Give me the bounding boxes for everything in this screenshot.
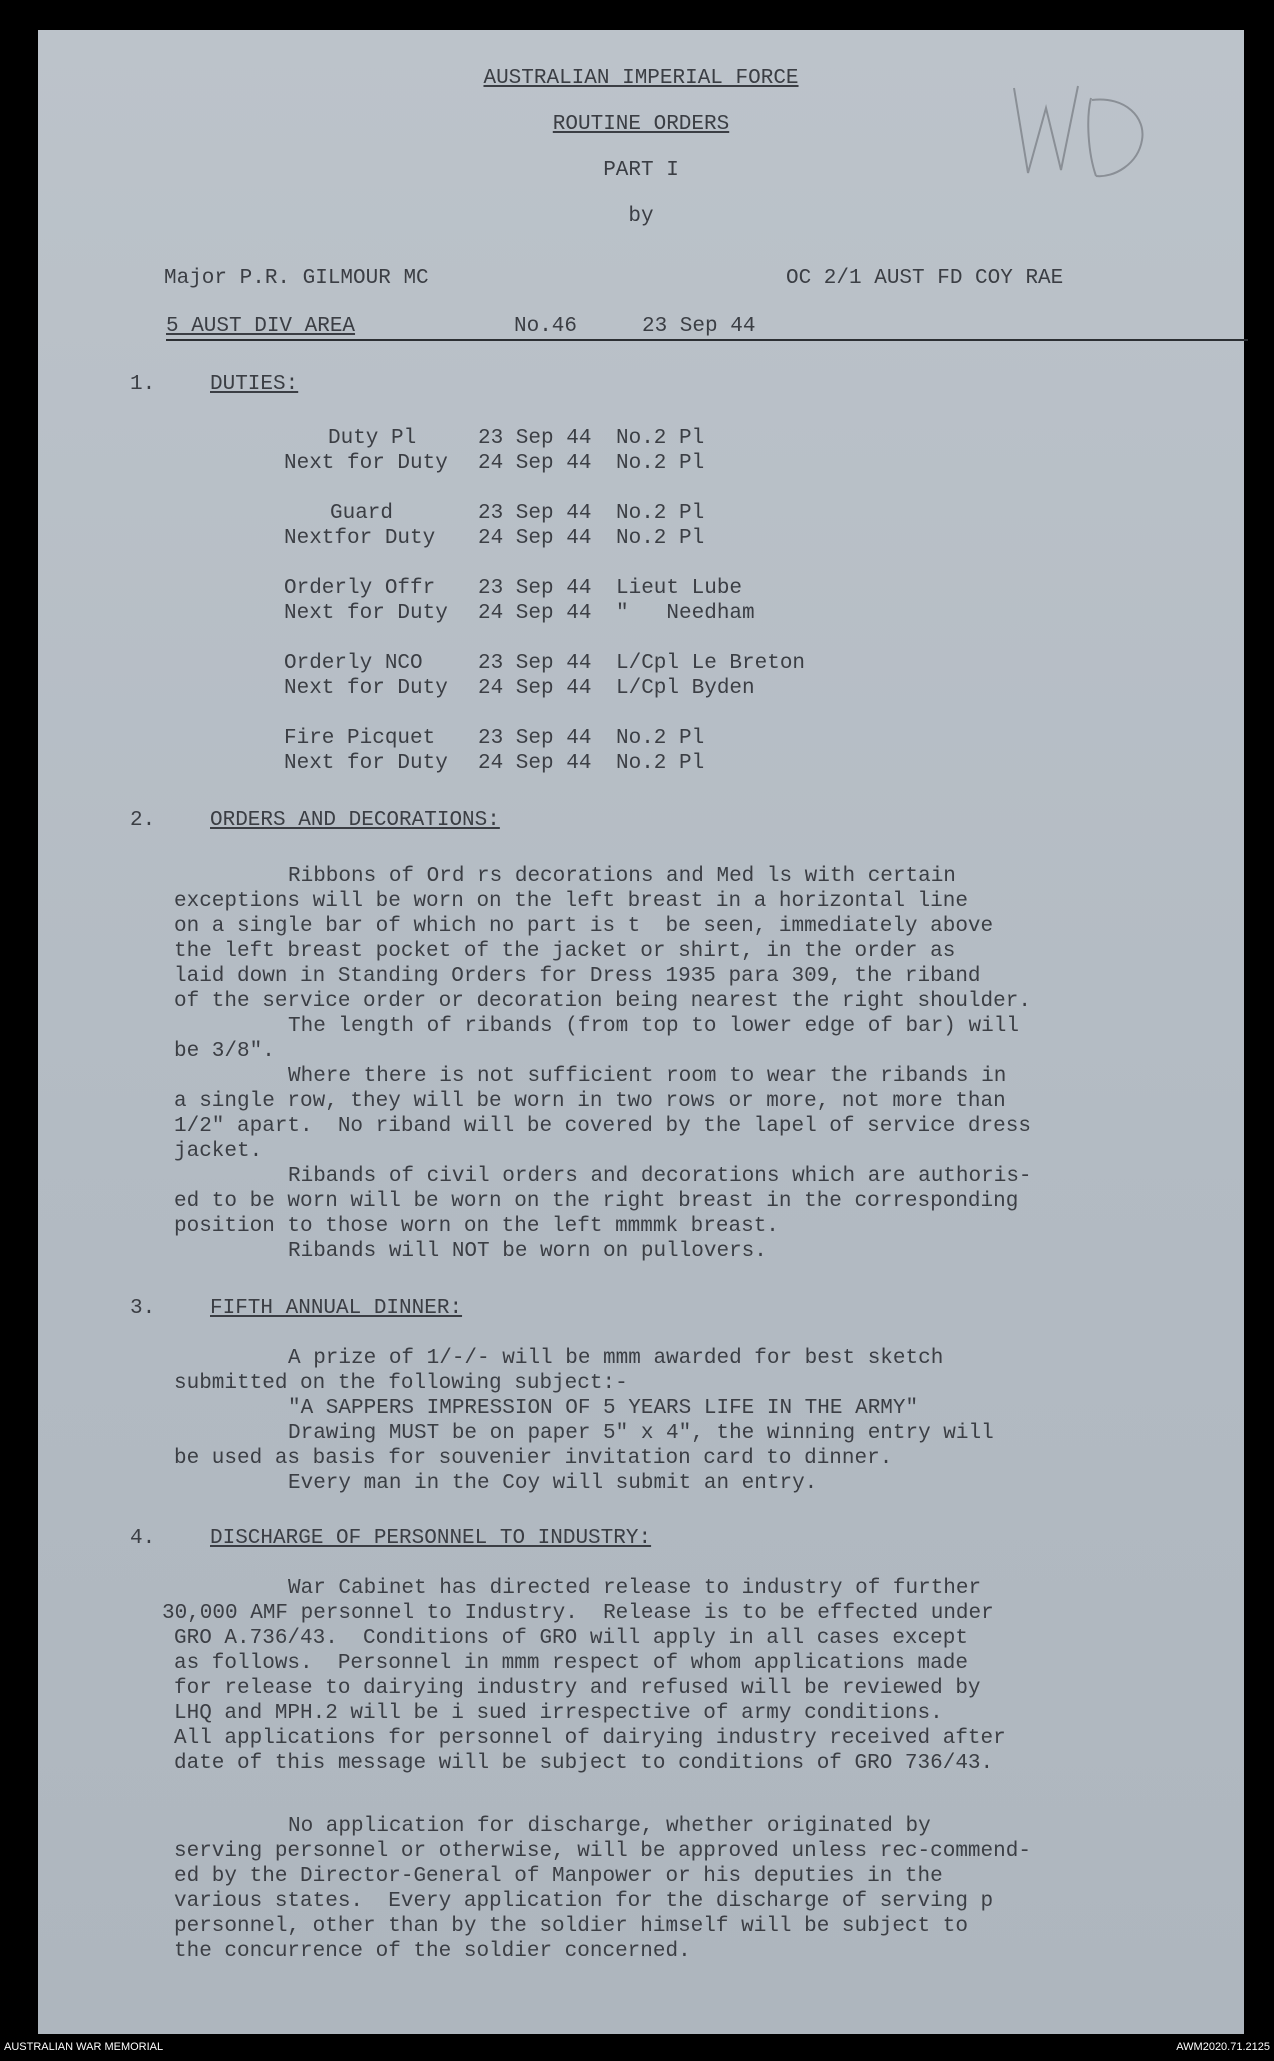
duty-assignee: No.2 Pl — [616, 752, 705, 775]
section-2-number: 2. — [130, 809, 156, 832]
body-line: Where there is not sufficient room to wear the ribands in — [288, 1065, 1007, 1088]
body-line: Ribands will NOT be worn on pullovers. — [288, 1240, 767, 1263]
duty-date: 24 Sep 44 — [478, 677, 592, 700]
order-date: 23 Sep 44 — [642, 315, 756, 338]
duty-name: Next for Duty — [284, 677, 448, 700]
issuer-name: Major P.R. GILMOUR MC — [164, 267, 429, 290]
body-line: War Cabinet has directed release to industry of further — [288, 1577, 982, 1600]
duty-date: 24 Sep 44 — [478, 752, 592, 775]
body-line: position to those worn on the left mmmmk breast. — [174, 1215, 779, 1238]
header-force: AUSTRALIAN IMPERIAL FORCE — [483, 67, 799, 90]
body-line: a single row, they will be worn in two rows or more, not more than — [174, 1090, 1006, 1113]
duty-assignee: No.2 Pl — [616, 502, 705, 525]
body-line: the left breast pocket of the jacket or shirt, in the order as — [174, 940, 956, 963]
section-3-title: FIFTH ANNUAL DINNER: — [210, 1297, 463, 1320]
duty-assignee: L/Cpl Byden — [616, 677, 755, 700]
body-line: be used as basis for souvenier invitation card to dinner. — [174, 1447, 893, 1470]
body-line: All applications for personnel of dairying industry received after — [174, 1727, 1006, 1750]
body-line: submitted on the following subject:- — [174, 1372, 628, 1395]
area: 5 AUST DIV AREA — [166, 315, 356, 338]
body-line: Ribbons of Ord rs decorations and Med ls with certain — [288, 865, 956, 888]
section-1-number: 1. — [130, 373, 156, 396]
header-by: by — [628, 205, 654, 228]
duty-name: Next for Duty — [284, 452, 448, 475]
body-line: various states. Every application for the discharge of serving p — [174, 1890, 994, 1913]
body-line: ed to be worn will be worn on the right breast in the corresponding — [174, 1190, 1019, 1213]
body-line: "A SAPPERS IMPRESSION OF 5 YEARS LIFE IN THE ARMY" — [288, 1397, 919, 1420]
duty-name: Next for Duty — [284, 752, 448, 775]
duty-date: 24 Sep 44 — [478, 452, 592, 475]
body-line: for release to dairying industry and refused will be reviewed by — [174, 1677, 981, 1700]
body-line: 30,000 AMF personnel to Industry. Release is to be effected under — [162, 1602, 994, 1625]
body-line: the concurrence of the soldier concerned. — [174, 1940, 691, 1963]
body-line: 1/2" apart. No riband will be covered by the lapel of service dress — [174, 1115, 1031, 1138]
body-line: Every man in the Coy will submit an entry. — [288, 1472, 818, 1495]
header-routine-orders: ROUTINE ORDERS — [552, 113, 730, 136]
order-number: No.46 — [514, 315, 578, 338]
body-line: exceptions will be worn on the left breast in a horizontal line — [174, 890, 968, 913]
footer-reference: AWM2020.71.2125 — [1176, 2041, 1270, 2053]
duty-assignee: No.2 Pl — [616, 427, 705, 450]
duty-assignee: L/Cpl Le Breton — [616, 652, 806, 675]
duty-date: 23 Sep 44 — [478, 652, 592, 675]
footer-institution: AUSTRALIAN WAR MEMORIAL — [4, 2041, 164, 2053]
header-rule — [166, 339, 1248, 341]
duty-name: Next for Duty — [284, 602, 448, 625]
body-line: personnel, other than by the soldier himself will be subject to — [174, 1915, 968, 1938]
section-1-title: DUTIES: — [210, 373, 299, 396]
body-line: serving personnel or otherwise, will be approved unless rec-commend- — [174, 1840, 1031, 1863]
body-line: be 3/8". — [174, 1040, 275, 1063]
duty-name: Orderly Offr — [284, 577, 436, 600]
body-line: jacket. — [174, 1140, 263, 1163]
duty-date: 23 Sep 44 — [478, 577, 592, 600]
body-line: LHQ and MPH.2 will be i sued irrespective of army conditions. — [174, 1702, 943, 1725]
duty-name: Nextfor Duty — [284, 527, 436, 550]
header-part: PART I — [603, 159, 679, 182]
body-line: as follows. Personnel in mmm respect of whom applications made — [174, 1652, 968, 1675]
document-page — [38, 30, 1244, 2034]
body-line: GRO A.736/43. Conditions of GRO will apply in all cases except — [174, 1627, 968, 1650]
duty-assignee: Lieut Lube — [616, 577, 743, 600]
duty-assignee: No.2 Pl — [616, 527, 705, 550]
body-line: The length of ribands (from top to lower edge of bar) will — [288, 1015, 1019, 1038]
duty-assignee: " Needham — [616, 602, 755, 625]
body-line: Drawing MUST be on paper 5" x 4", the winning entry will — [288, 1422, 994, 1445]
duty-date: 23 Sep 44 — [478, 502, 592, 525]
body-line: Ribands of civil orders and decorations which are authoris- — [288, 1165, 1032, 1188]
duty-name: Guard — [330, 502, 394, 525]
section-3-number: 3. — [130, 1297, 156, 1320]
section-4-title: DISCHARGE OF PERSONNEL TO INDUSTRY: — [210, 1527, 652, 1550]
section-2-title: ORDERS AND DECORATIONS: — [210, 809, 500, 832]
duty-assignee: No.2 Pl — [616, 452, 705, 475]
body-line: date of this message will be subject to conditions of GRO 736/43. — [174, 1752, 994, 1775]
body-line: of the service order or decoration being nearest the right shoulder. — [174, 990, 1031, 1013]
duty-name: Fire Picquet — [284, 727, 436, 750]
body-line: A prize of 1/-/- will be mmm awarded for best sketch — [288, 1347, 944, 1370]
duty-assignee: No.2 Pl — [616, 727, 705, 750]
section-4-number: 4. — [130, 1527, 156, 1550]
body-line: ed by the Director-General of Manpower or his deputies in the — [174, 1865, 943, 1888]
body-line: laid down in Standing Orders for Dress 1935 para 309, the riband — [174, 965, 981, 988]
duty-date: 23 Sep 44 — [478, 727, 592, 750]
duty-date: 23 Sep 44 — [478, 427, 592, 450]
duty-date: 24 Sep 44 — [478, 602, 592, 625]
issuer-unit: OC 2/1 AUST FD COY RAE — [786, 267, 1064, 290]
duty-name: Duty Pl — [328, 427, 417, 450]
body-line: No application for discharge, whether originated by — [288, 1815, 931, 1838]
body-line: on a single bar of which no part is t be seen, immediately above — [174, 915, 994, 938]
duty-date: 24 Sep 44 — [478, 527, 592, 550]
duty-name: Orderly NCO — [284, 652, 423, 675]
